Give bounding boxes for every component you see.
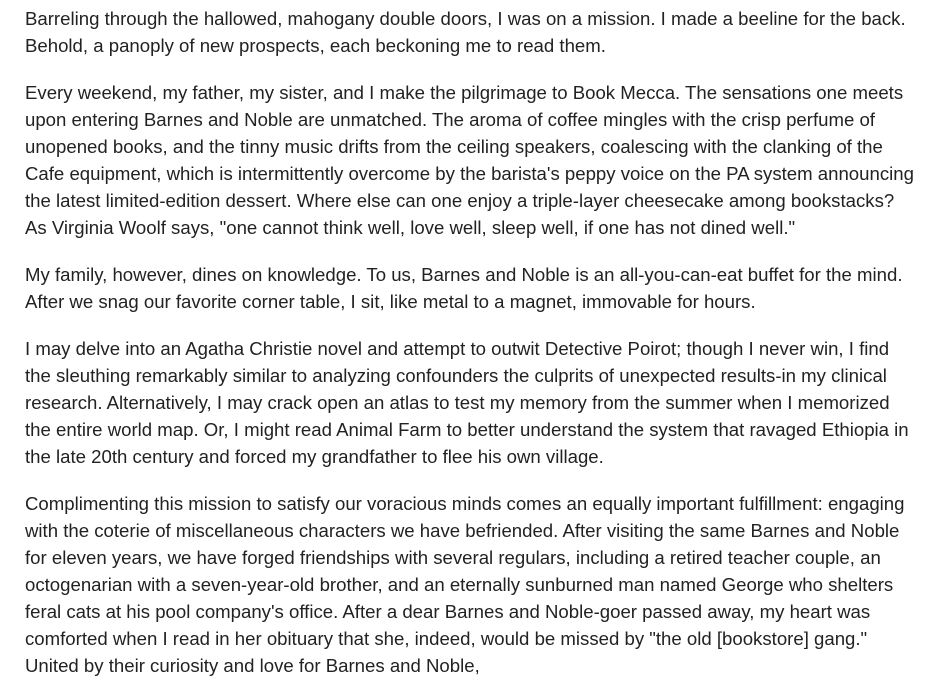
essay-paragraph-4: I may delve into an Agatha Christie novel and attempt to outwit Detective Poirot; though I never win, I find the sleuthing remarkably similar to analyzing confounders the culprits of unexpected results-in my clinical research. Alternatively, I may crack open an atlas to test my memory from the summer when I memorized the entire world map. Or, I might read Animal Farm to better understand the system that ravaged Ethiopia in the late 20th century and forced my grandfather to flee his own village. [25, 338, 909, 467]
essay-paragraph-3: My family, however, dines on knowledge. To us, Barnes and Noble is an all-you-can-eat buffet for the mind. After we snag our favorite corner table, I sit, like metal to a magnet, immovable for hours. [25, 264, 903, 312]
essay-paragraph-1: Barreling through the hallowed, mahogany double doors, I was on a mission. I made a beeline for the back. Behold, a panoply of new prospects, each beckoning me to read them. [25, 8, 906, 56]
essay-paragraph-5: Complimenting this mission to satisfy our voracious minds comes an equally important fulfillment: engaging with the coterie of miscellaneous characters we have befriended. After visiting the same Barnes and Noble for eleven years, we have forged friendships with several regulars, including a retired teacher couple, an octogenarian with a seven-year-old brother, and an eternally sunburned man named George who shelters feral cats at his pool company's office. After a dear Barnes and Noble-goer passed away, my heart was comforted when I read in her obituary that she, indeed, would be missed by "the old [bookstore] gang." United by their curiosity and love for Barnes and Noble, [25, 493, 905, 676]
essay-body [25, 5, 915, 699]
essay-paragraph-2: Every weekend, my father, my sister, and I make the pilgrimage to Book Mecca. The sensations one meets upon entering Barnes and Noble are unmatched. The aroma of coffee mingles with the crisp perfume of unopened books, and the tinny music drifts from the ceiling speakers, coalescing with the clanking of the Cafe equipment, which is intermittently overcome by the barista's peppy voice on the PA system announcing the latest limited-edition dessert. Where else can one enjoy a triple-layer cheesecake among bookstacks? As Virginia Woolf says, "one cannot think well, love well, sleep well, if one has not dined well." [25, 82, 914, 238]
